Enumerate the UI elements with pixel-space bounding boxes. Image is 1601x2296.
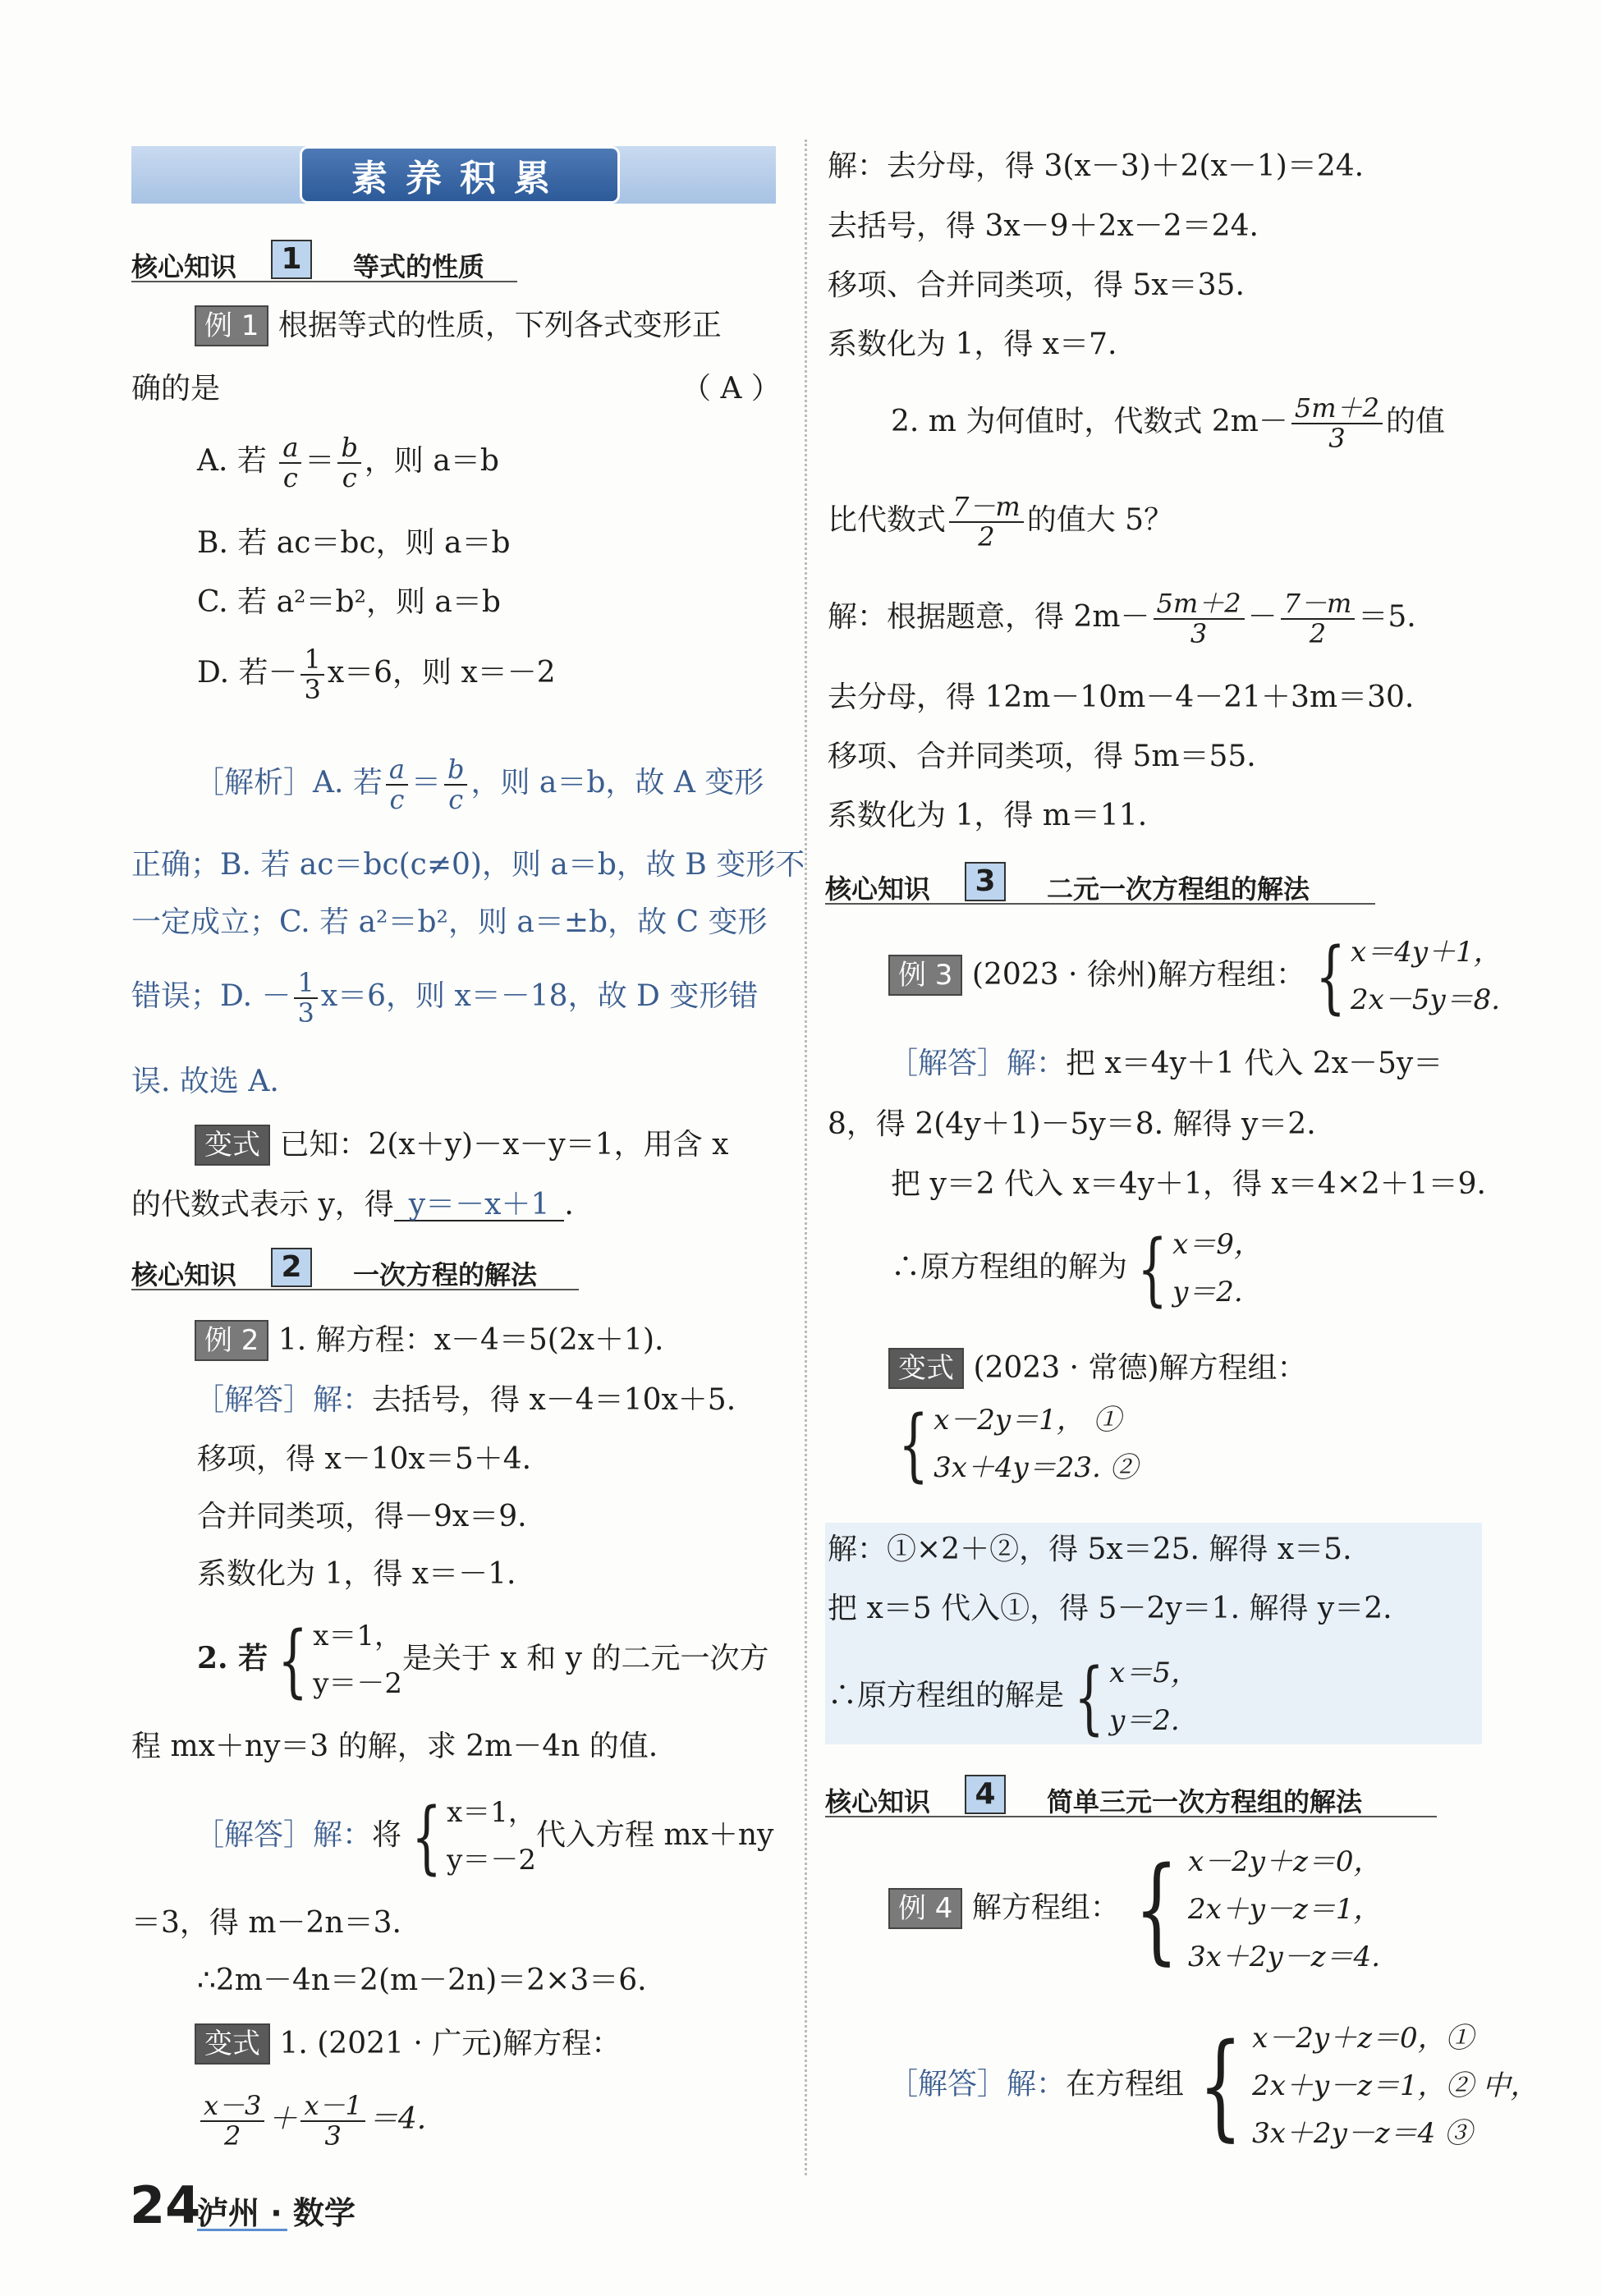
variant-2-equation: $\frac{x-3}{2}$ ＋ $\frac{x-1}{3}$ ＝4. — [197, 2092, 426, 2151]
solution-line: 移项、合并同类项，得 5m＝55. — [828, 740, 1256, 773]
option-b: B. 若 ac＝bc，则 a＝b — [197, 526, 511, 560]
example-tag: 例 4 — [888, 1888, 962, 1929]
example-tag: 例 2 — [195, 1320, 268, 1361]
example-2-solution-2: ［解答］解：将 { x＝1， y＝－2 代入方程 mx＋ny — [195, 1790, 774, 1883]
example-1-stem — [195, 305, 722, 346]
example-2-solution-1: ［解答］解：去括号，得 x－4＝10x＋5. — [195, 1383, 736, 1417]
solution-line: ∴2m－4n＝2(m－2n)＝2×3＝6. — [197, 1964, 647, 1997]
solution-line: 去分母，得 12m－10m－4－21＋3m＝30. — [828, 681, 1415, 714]
analysis-line-4: 错误；D. － $\frac{1}{3}$ x＝6，则 x＝－18，故 D 变形错 — [131, 967, 759, 1029]
solution-line: 去括号，得 3x－9＋2x－2＝24. — [828, 209, 1259, 243]
example-2-q2: 2. 若 { x＝1， y＝－2 是关于 x 和 y 的二元一次方 — [197, 1614, 769, 1707]
page-number: 24 — [130, 2175, 201, 2235]
knowledge-heading-3: 核心知识 3 二元一次方程组的解法 — [825, 860, 1375, 905]
stem-text: 根据等式的性质，下列各式变形正 — [278, 309, 722, 342]
example-4: 例 4 解方程组： { x－2y＋z＝0， 2x＋y－z＝1， 3x＋2y－z＝4. — [888, 1839, 1382, 1981]
solution-line: 把 x＝5 代入①，得 5－2y＝1. 解得 y＝2. — [828, 1592, 1392, 1625]
option-c: C. 若 a²＝b²，则 a＝b — [197, 585, 501, 619]
solution-line: 系数化为 1，得 x＝7. — [828, 328, 1117, 361]
solution-result: ∴原方程组的解是 { x＝5， y＝2. — [828, 1651, 1199, 1744]
solution-line: 系数化为 1，得 m＝11. — [828, 799, 1148, 832]
knowledge-label: 核心知识 — [131, 251, 237, 282]
solution-line: 把 y＝2 代入 x＝4y＋1，得 x＝4×2＋1＝9. — [891, 1167, 1486, 1201]
variant-2: 变式 1. (2021 · 广元)解方程： — [195, 2023, 621, 2065]
step: 系数化为 1，得 x＝－1. — [197, 1557, 516, 1591]
variant-3-system: { x－2y＝1， ① 3x＋4y＝23. ② — [898, 1398, 1138, 1491]
footer-underline — [197, 2229, 287, 2231]
option-d: D. 若－ $\frac{1}{3}$ x＝6，则 x＝－2 — [197, 644, 556, 706]
example-tag: 例 3 — [888, 955, 962, 996]
answer-choice: （ A ） — [681, 372, 781, 406]
footer-title: 泸州 · 数学 — [197, 2195, 356, 2231]
analysis-line-2: 正确；B. 若 ac＝bc(c≠0)，则 a＝b，故 B 变形不 — [131, 848, 805, 882]
example-2-q1: 例 2 1. 解方程：x－4＝5(2x＋1). — [195, 1320, 663, 1361]
knowledge-heading-1 — [131, 238, 517, 282]
solution-line: 解：去分母，得 3(x－3)＋2(x－1)＝24. — [828, 149, 1365, 183]
analysis-line-5: 误. 故选 A. — [131, 1065, 279, 1098]
example-3: 例 3 (2023 · 徐州)解方程组： { x＝4y＋1， 2x－5y＝8. — [888, 929, 1502, 1024]
step: 合并同类项，得－9x＝9. — [197, 1500, 527, 1533]
example-tag: 例 1 — [195, 305, 268, 346]
solution-line: 8，得 2(4y＋1)－5y＝8. 解得 y＝2. — [828, 1107, 1316, 1141]
question-2: 2. m 为何值时，代数式 2m－ $\frac{5m+2}{3}$ 的值 — [891, 392, 1445, 455]
section-banner — [131, 146, 776, 204]
analysis-line-3: 一定成立；C. 若 a²＝b²，则 a＝±b，故 C 变形 — [131, 905, 768, 939]
variant-1-line-2: 的代数式表示 y，得 y＝－x＋1 . — [131, 1188, 574, 1221]
example-2-q2-line-2: 程 mx＋ny＝3 的解，求 2m－4n 的值. — [131, 1730, 658, 1763]
column-divider — [805, 140, 807, 2175]
question-2-line-2: 比代数式 $\frac{7-m}{2}$ 的值大 5？ — [828, 491, 1174, 553]
solution-result: ∴原方程组的解为 { x＝9， y＝2. — [891, 1222, 1262, 1315]
knowledge-title: 等式的性质 — [353, 251, 485, 282]
step: 移项，得 x－10x＝5＋4. — [197, 1442, 532, 1476]
analysis-line-1: ［解析］A. 若 $\frac{a}{c}$ ＝ $\frac{b}{c}$ ，则 a＝b，故 A 变形 — [195, 754, 764, 816]
variant-1: 变式 已知：2(x＋y)－x－y＝1，用含 x — [195, 1125, 728, 1166]
knowledge-heading-2: 核心知识 2 一次方程的解法 — [131, 1246, 579, 1290]
knowledge-number: 1 — [271, 240, 312, 279]
question-2-solution: 解：根据题意，得 2m－ $\frac{5m+2}{3}$ － $\frac{7-m}{2}$ ＝5. — [828, 588, 1416, 650]
banner-title: 素养积累 — [300, 146, 620, 204]
variant-tag: 变式 — [888, 1348, 964, 1389]
variant-tag: 变式 — [195, 1125, 270, 1166]
example-4-solution: ［解答］解：在方程组 { x－2y＋z＝0，① 2x＋y－z＝1，② 中， 3x＋2y－z＝4 ③ — [888, 2019, 1539, 2153]
solution-line: ＝3，得 m－2n＝3. — [131, 1906, 401, 1940]
variant-3: 变式 (2023 · 常德)解方程组： — [888, 1348, 1307, 1389]
solution-line: 移项、合并同类项，得 5x＝35. — [828, 268, 1245, 302]
knowledge-heading-4: 核心知识 4 简单三元一次方程组的解法 — [825, 1773, 1437, 1817]
example-3-solution: ［解答］解：把 x＝4y＋1 代入 2x－5y＝ — [888, 1047, 1443, 1080]
answer-blank: y＝－x＋1 — [394, 1190, 565, 1221]
variant-tag: 变式 — [195, 2023, 270, 2065]
solution-line: 解：①×2＋②，得 5x＝25. 解得 x＝5. — [828, 1533, 1352, 1566]
example-1-stem-2: 确的是 — [131, 372, 221, 406]
option-a: A. 若 $\frac{a}{c}$ ＝ $\frac{b}{c}$ ，则 a＝b — [197, 432, 499, 494]
